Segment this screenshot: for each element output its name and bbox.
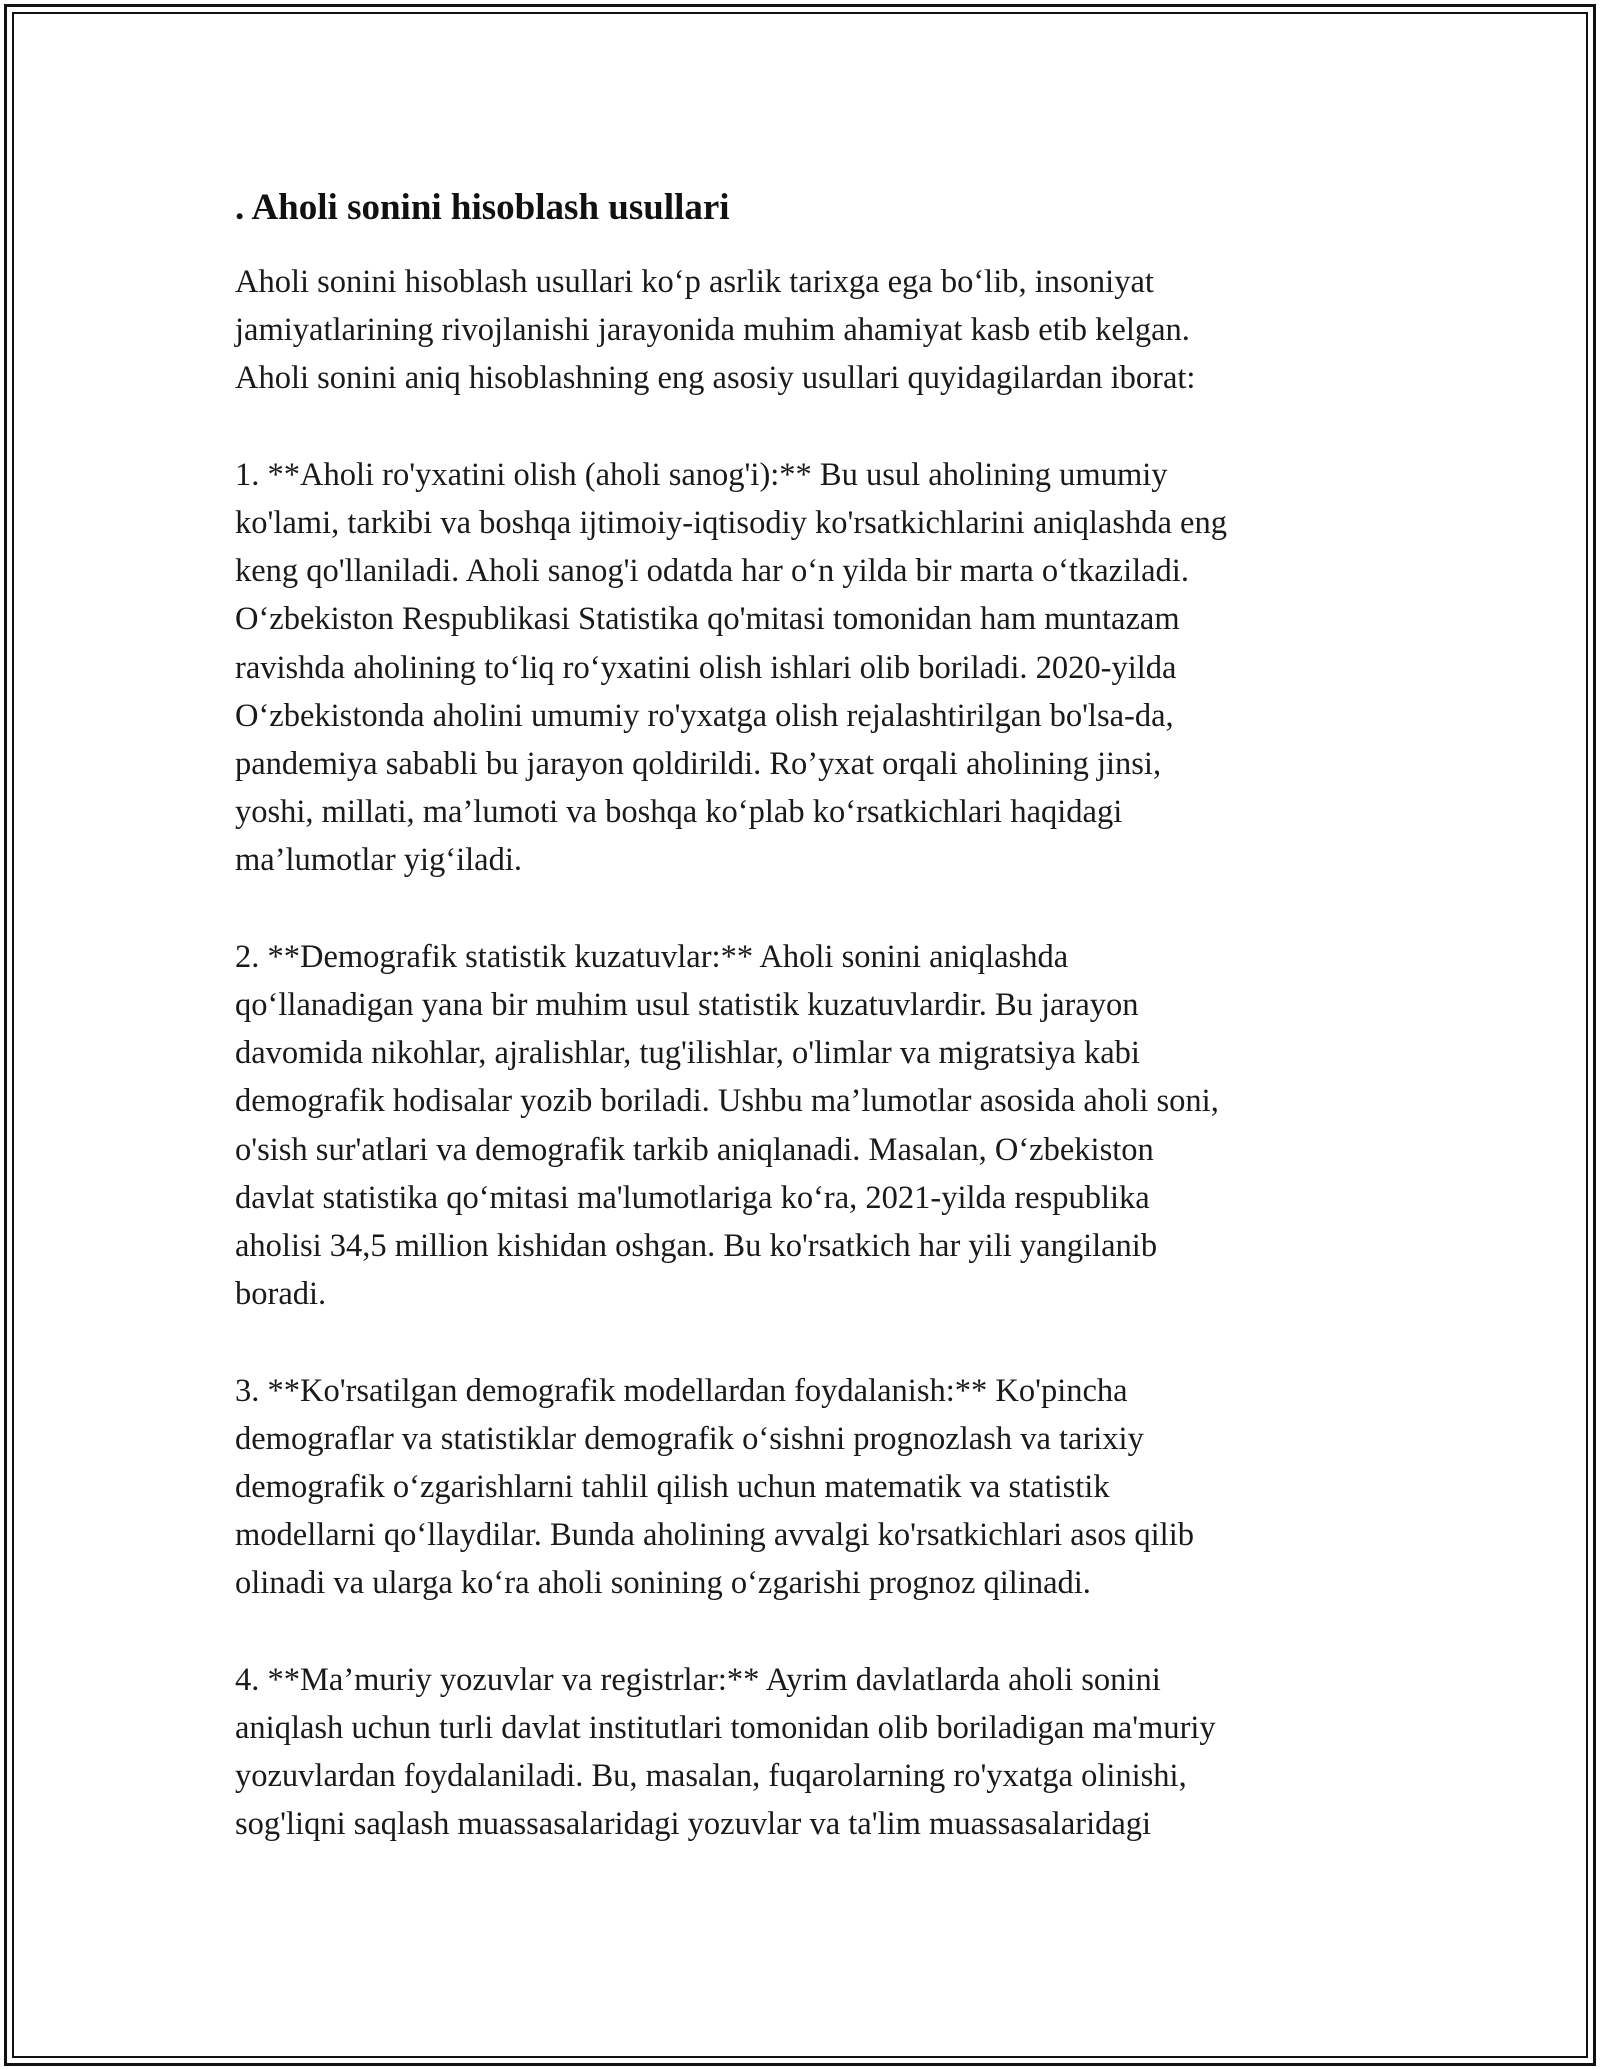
text-line: 2. **Demografik statistik kuzatuvlar:** Aholi sonini aniqlashda [235,938,1069,975]
paragraph-item-2 [235,933,1365,1319]
text-line: Aholi sonini aniq hisoblashning eng asosiy usullari quyidagilardan iborat: [235,360,1196,397]
text-line: ko'lami, tarkibi va boshqa ijtimoiy-iqtisodiy ko'rsatkichlarini aniqlashda eng [235,505,1227,541]
text-line: Oʻzbekistonda aholini umumiy ro'yxatga olish rejalashtirilgan bo'lsa-da, [235,697,1174,734]
text-line: 4. **Ma’muriy yozuvlar va registrlar:** Ayrim davlatlarda aholi sonini [235,1661,1161,1698]
text-line: o'sish sur'atlari va demografik tarkib aniqlanadi. Masalan, Oʻzbekiston [235,1131,1154,1168]
text-line: ma’lumotlar yigʻiladi. [235,842,523,879]
text-line: jamiyatlarining rivojlanishi jarayonida muhim ahamiyat kasb etib kelgan. [235,312,1190,349]
paragraph-item-3 [235,1367,1365,1608]
text-line: Oʻzbekiston Respublikasi Statistika qo'mitasi tomonidan ham muntazam [235,601,1180,638]
document-body [235,186,1365,1897]
text-line: davlat statistika qoʻmitasi ma'lumotlariga koʻra, 2021-yilda respublika [235,1179,1150,1216]
text-line: olinadi va ularga koʻra aholi sonining oʻzgarishi prognoz qilinadi. [235,1565,1091,1602]
text-line: demografik hodisalar yozib boriladi. Ushbu ma’lumotlar asosida aholi soni, [235,1083,1219,1120]
text-line: modellarni qoʻllaydilar. Bunda aholining avvalgi ko'rsatkichlari asos qilib [235,1517,1194,1554]
text-line: yozuvlardan foydalaniladi. Bu, masalan, fuqarolarning ro'yxatga olinishi, [235,1758,1187,1795]
text-line: aholisi 34,5 million kishidan oshgan. Bu ko'rsatkich har yili yangilanib [235,1228,1158,1265]
paragraph-item-1 [235,451,1365,885]
text-line: qoʻllanadigan yana bir muhim usul statistik kuzatuvlardir. Bu jarayon [235,987,1139,1024]
text-line: 1. **Aholi ro'yxatini olish (aholi sanog'i):** Bu usul aholining umumiy [235,456,1168,493]
text-line: davomida nikohlar, ajralishlar, tug'ilishlar, o'limlar va migratsiya kabi [235,1035,1140,1072]
text-line: demograflar va statistiklar demografik oʻsishni prognozlash va tarixiy [235,1420,1144,1457]
text-line: demografik oʻzgarishlarni tahlil qilish uchun matematik va statistik [235,1469,1110,1506]
paragraph-item-4 [235,1656,1365,1849]
text-line: boradi. [235,1276,327,1313]
paragraph-intro [235,258,1365,403]
document-title: . Aholi sonini hisoblash usullari [235,187,730,228]
text-line: pandemiya sababli bu jarayon qoldirildi. Ro’yxat orqali aholining jinsi, [235,746,1162,783]
text-line: ravishda aholining toʻliq roʻyxatini olish ishlari olib boriladi. 2020-yilda [235,649,1177,686]
text-line: 3. **Ko'rsatilgan demografik modellardan foydalanish:** Ko'pincha [235,1372,1128,1409]
text-line: aniqlash uchun turli davlat institutlari tomonidan olib boriladigan ma'muriy [235,1710,1216,1747]
text-line: sog'liqni saqlash muassasalaridagi yozuvlar va ta'lim muassasalaridagi [235,1806,1152,1843]
text-line: Aholi sonini hisoblash usullari koʻp asrlik tarixga ega boʻlib, insoniyat [235,264,1154,300]
text-line: keng qo'llaniladi. Aholi sanog'i odatda har oʻn yilda bir marta oʻtkaziladi. [235,553,1189,590]
text-line: yoshi, millati, ma’lumoti va boshqa koʻplab koʻrsatkichlari haqidagi [235,794,1123,831]
